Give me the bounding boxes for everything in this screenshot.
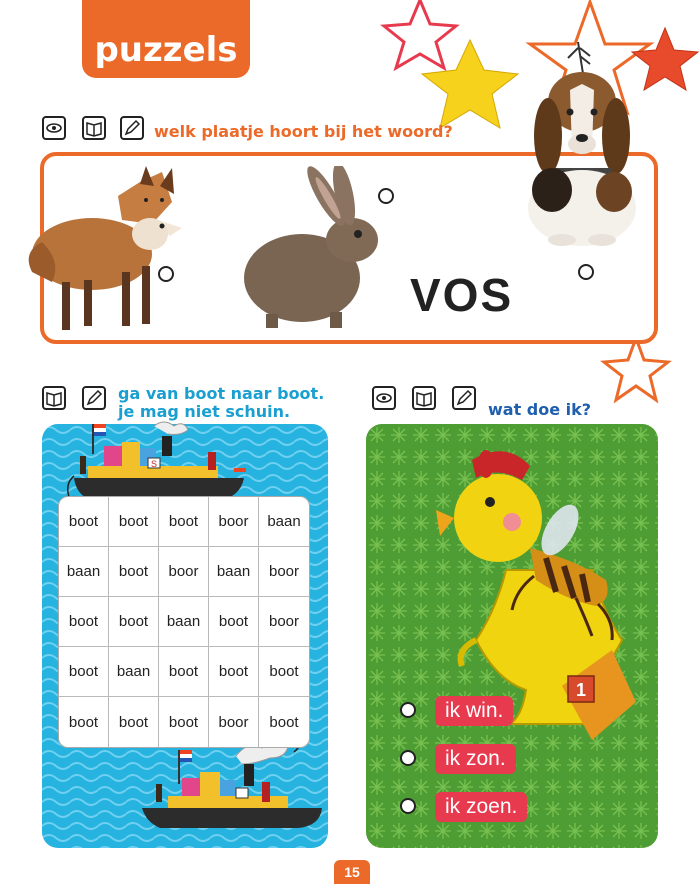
bee-trophy-illustration bbox=[436, 440, 646, 740]
pencil-icon bbox=[120, 116, 144, 140]
answer-dog-radio[interactable] bbox=[578, 264, 594, 280]
grid-cell[interactable]: baan bbox=[109, 647, 159, 697]
grid-cell[interactable]: boor bbox=[159, 547, 209, 597]
option-3-label[interactable]: ik zoen. bbox=[435, 792, 527, 822]
rabbit-image bbox=[240, 166, 390, 334]
option-1-radio[interactable] bbox=[400, 702, 416, 718]
grid-cell[interactable]: boot bbox=[159, 647, 209, 697]
dog-image bbox=[518, 40, 648, 248]
grid-cell[interactable]: boot bbox=[209, 597, 259, 647]
star-yellow bbox=[422, 40, 518, 128]
word-grid bbox=[58, 496, 310, 748]
instruction-2-line2: je mag niet schuin. bbox=[118, 402, 291, 421]
grid-cell[interactable]: boor bbox=[209, 697, 259, 747]
grid-cell[interactable]: baan bbox=[259, 497, 309, 547]
instruction-2-line1: ga van boot naar boot. bbox=[118, 384, 325, 403]
grid-cell[interactable]: boot bbox=[109, 547, 159, 597]
grid-cell[interactable]: boot bbox=[59, 647, 109, 697]
grid-cell[interactable]: baan bbox=[159, 597, 209, 647]
grid-cell[interactable]: baan bbox=[209, 547, 259, 597]
grid-cell[interactable]: boot bbox=[109, 597, 159, 647]
instruction-1: welk plaatje hoort bij het woord? bbox=[154, 122, 453, 141]
book-icon bbox=[82, 116, 106, 140]
target-word: VOS bbox=[410, 269, 514, 321]
grid-cell[interactable]: boot bbox=[109, 497, 159, 547]
grid-cell[interactable]: boot bbox=[159, 497, 209, 547]
pencil-icon bbox=[82, 386, 106, 410]
answer-rabbit-radio[interactable] bbox=[378, 188, 394, 204]
grid-cell[interactable]: boor bbox=[209, 497, 259, 547]
grid-cell[interactable]: boot bbox=[109, 697, 159, 747]
fox-image bbox=[22, 162, 192, 334]
grid-cell[interactable]: boot bbox=[259, 647, 309, 697]
pencil-icon bbox=[452, 386, 476, 410]
trophy-number: 1 bbox=[575, 680, 587, 700]
book-icon bbox=[412, 386, 436, 410]
grid-cell[interactable]: boot bbox=[59, 497, 109, 547]
option-2-label[interactable]: ik zon. bbox=[435, 744, 516, 774]
eye-icon bbox=[372, 386, 396, 410]
boat-flag-letter: S bbox=[150, 459, 158, 469]
grid-cell[interactable]: boot bbox=[269, 713, 299, 731]
grid-cell[interactable]: boot bbox=[59, 697, 109, 747]
star-outline-right bbox=[596, 334, 676, 404]
page-number: 15 bbox=[334, 860, 370, 884]
book-icon bbox=[42, 386, 66, 410]
grid-cell[interactable]: boot bbox=[209, 647, 259, 697]
instruction-3: wat doe ik? bbox=[488, 400, 592, 419]
option-2-radio[interactable] bbox=[400, 750, 416, 766]
grid-cell[interactable]: boor bbox=[259, 597, 309, 647]
option-1-label[interactable]: ik win. bbox=[435, 696, 513, 726]
grid-cell[interactable]: boor bbox=[259, 547, 309, 597]
grid-cell[interactable]: boot bbox=[159, 697, 209, 747]
grid-cell[interactable]: boot bbox=[59, 597, 109, 647]
page-title: puzzels bbox=[94, 30, 238, 70]
grid-cell[interactable]: baan bbox=[59, 547, 109, 597]
answer-fox-radio[interactable] bbox=[158, 266, 174, 282]
option-3-radio[interactable] bbox=[400, 798, 416, 814]
star-outline-red bbox=[384, 0, 456, 68]
eye-icon bbox=[42, 116, 66, 140]
